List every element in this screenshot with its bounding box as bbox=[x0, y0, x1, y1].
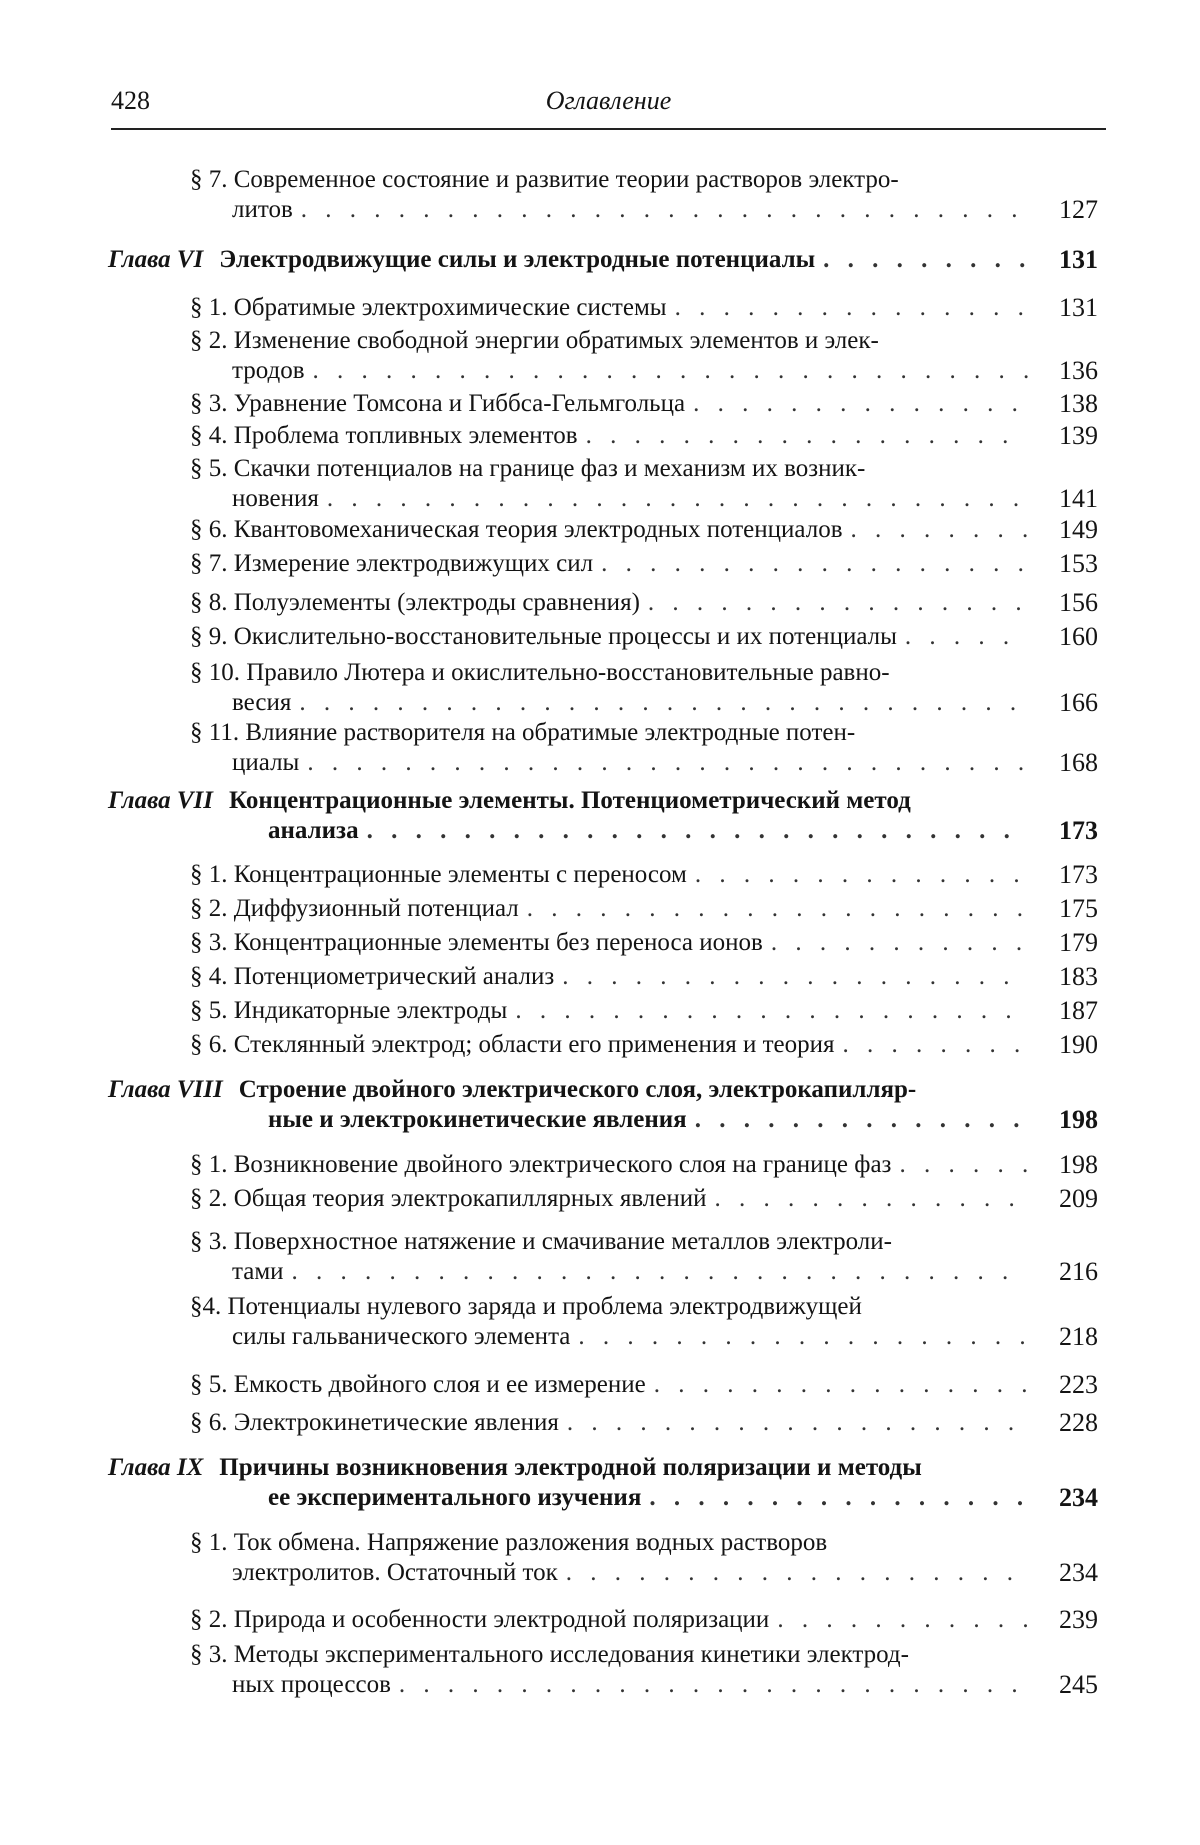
toc-chapter-entry bbox=[108, 245, 1098, 275]
page-reference: 209 bbox=[1059, 1184, 1098, 1213]
dot-leader bbox=[687, 1105, 1028, 1135]
page-reference: 234 bbox=[1059, 1558, 1098, 1587]
page-reference: 153 bbox=[1059, 549, 1098, 578]
page-reference: 234 bbox=[1059, 1483, 1098, 1512]
dot-leader bbox=[291, 688, 1028, 718]
toc-entry-line bbox=[190, 326, 1098, 356]
toc-section-entry bbox=[190, 326, 1098, 386]
dot-leader bbox=[641, 1483, 1028, 1513]
entry-title: ее экспериментального изучения bbox=[268, 1484, 642, 1511]
chapter-label: Глава VIII bbox=[108, 1076, 223, 1103]
toc-section-entry bbox=[190, 549, 1098, 579]
toc-section-entry bbox=[190, 454, 1098, 514]
page-reference: 175 bbox=[1059, 894, 1098, 923]
page-reference: 228 bbox=[1059, 1408, 1098, 1437]
entry-title: § 2. Природа и особенности электродной поляризации bbox=[190, 1606, 770, 1633]
toc-entry-line bbox=[190, 515, 1098, 545]
toc-section-entry bbox=[190, 928, 1098, 958]
page-reference: 136 bbox=[1059, 356, 1098, 385]
dot-leader bbox=[570, 1322, 1028, 1352]
page-reference: 218 bbox=[1059, 1322, 1098, 1351]
page-reference: 187 bbox=[1059, 996, 1098, 1025]
toc-chapter-entry bbox=[108, 1453, 1098, 1513]
dot-leader bbox=[891, 1150, 1028, 1180]
toc-entry-line bbox=[108, 786, 1098, 816]
dot-leader bbox=[769, 1605, 1028, 1635]
entry-title: § 5. Скачки потенциалов на границе фаз и механизм их возник- bbox=[190, 455, 866, 482]
toc-section-entry bbox=[190, 1184, 1098, 1214]
toc-entry-line bbox=[190, 293, 1098, 323]
entry-title: § 4. Проблема топливных элементов bbox=[190, 422, 578, 449]
entry-title: новения bbox=[232, 485, 319, 512]
entry-title: § 10. Правило Лютера и окислительно-восстановительные равно- bbox=[190, 659, 890, 686]
dot-leader bbox=[646, 1370, 1028, 1400]
entry-title: тами bbox=[232, 1258, 284, 1285]
dot-leader bbox=[593, 549, 1028, 579]
toc-section-entry bbox=[190, 996, 1098, 1026]
entry-title: §4. Потенциалы нулевого заряда и проблема электродвижущей bbox=[190, 1293, 862, 1320]
dot-leader bbox=[559, 1408, 1028, 1438]
dot-leader bbox=[763, 928, 1028, 958]
entry-title: литов bbox=[232, 196, 293, 223]
dot-leader bbox=[687, 860, 1028, 890]
toc-entry-line bbox=[190, 165, 1098, 195]
page-reference: 131 bbox=[1059, 245, 1098, 274]
entry-title: § 6. Квантовомеханическая теория электродных потенциалов bbox=[190, 516, 843, 543]
page-reference: 190 bbox=[1059, 1030, 1098, 1059]
toc-entry-line bbox=[190, 718, 1098, 748]
entry-title: § 3. Методы экспериментального исследования кинетики электрод- bbox=[190, 1641, 909, 1668]
entry-title: § 1. Концентрационные элементы с переносом bbox=[190, 861, 687, 888]
toc-entry-line bbox=[190, 454, 1098, 484]
entry-title: § 4. Потенциометрический анализ bbox=[190, 963, 555, 990]
toc-entry-line bbox=[190, 1558, 1098, 1588]
page-reference: 173 bbox=[1059, 816, 1098, 845]
chapter-label: Глава IX bbox=[108, 1454, 204, 1481]
toc-entry-line bbox=[190, 588, 1098, 618]
toc-entry-line bbox=[190, 894, 1098, 924]
toc-section-entry bbox=[190, 165, 1098, 225]
toc-section-entry bbox=[190, 588, 1098, 618]
dot-leader bbox=[835, 1030, 1029, 1060]
entry-title: § 9. Окислительно-восстановительные процессы и их потенциалы bbox=[190, 623, 897, 650]
entry-title: § 1. Обратимые электрохимические системы bbox=[190, 294, 667, 321]
entry-title: § 11. Влияние растворителя на обратимые электродные потен- bbox=[190, 719, 856, 746]
dot-leader bbox=[667, 293, 1028, 323]
entry-title: § 2. Общая теория электрокапиллярных явлений bbox=[190, 1185, 707, 1212]
page-reference: 223 bbox=[1059, 1370, 1098, 1399]
header-rule bbox=[111, 128, 1106, 130]
page-reference: 156 bbox=[1059, 588, 1098, 617]
toc-entry-line bbox=[190, 1227, 1098, 1257]
chapter-label: Глава VI bbox=[108, 246, 204, 273]
page-number: 428 bbox=[111, 86, 150, 115]
toc-entry-line bbox=[190, 389, 1098, 419]
entry-title: § 5. Индикаторные электроды bbox=[190, 997, 508, 1024]
entry-title: § 6. Электрокинетические явления bbox=[190, 1409, 559, 1436]
page-reference: 141 bbox=[1059, 484, 1098, 513]
entry-title: циалы bbox=[232, 749, 300, 776]
toc-section-entry bbox=[190, 1528, 1098, 1588]
dot-leader bbox=[284, 1257, 1028, 1287]
dot-leader bbox=[305, 356, 1028, 386]
entry-title: § 8. Полуэлементы (электроды сравнения) bbox=[190, 589, 640, 616]
dot-leader bbox=[558, 1558, 1028, 1588]
toc-entry-line bbox=[190, 421, 1098, 451]
toc-entry-line bbox=[190, 1370, 1098, 1400]
toc-entry-line bbox=[108, 1483, 1098, 1513]
toc-entry-line bbox=[190, 748, 1098, 778]
toc-entry-line bbox=[190, 1528, 1098, 1558]
dot-leader bbox=[843, 515, 1028, 545]
toc-entry-line bbox=[190, 622, 1098, 652]
entry-title: Электродвижущие силы и электродные потенциалы bbox=[219, 246, 816, 273]
toc-entry-line bbox=[108, 245, 1098, 275]
page-reference: 173 bbox=[1059, 860, 1098, 889]
entry-title: ных процессов bbox=[232, 1671, 391, 1698]
page-reference: 198 bbox=[1059, 1150, 1098, 1179]
toc-entry-line bbox=[190, 1184, 1098, 1214]
toc-entry-line bbox=[190, 484, 1098, 514]
page-reference: 239 bbox=[1059, 1605, 1098, 1634]
page-reference: 166 bbox=[1059, 688, 1098, 717]
entry-title: § 3. Концентрационные элементы без переноса ионов bbox=[190, 929, 763, 956]
toc-entry-line bbox=[190, 1150, 1098, 1180]
entry-title: § 6. Стеклянный электрод; области его применения и теория bbox=[190, 1031, 835, 1058]
running-head bbox=[111, 86, 1106, 126]
toc-entry-line bbox=[190, 1292, 1098, 1322]
dot-leader bbox=[507, 996, 1028, 1026]
page-reference: 183 bbox=[1059, 962, 1098, 991]
entry-title: § 3. Уравнение Томсона и Гиббса-Гельмгольца bbox=[190, 390, 686, 417]
toc-section-entry bbox=[190, 962, 1098, 992]
page-reference: 138 bbox=[1059, 389, 1098, 418]
toc-section-entry bbox=[190, 389, 1098, 419]
entry-title: § 1. Ток обмена. Напряжение разложения водных растворов bbox=[190, 1529, 828, 1556]
entry-title: § 1. Возникновение двойного электрического слоя на границе фаз bbox=[190, 1151, 892, 1178]
dot-leader bbox=[519, 894, 1028, 924]
toc-entry-line bbox=[190, 1257, 1098, 1287]
toc-entry-line bbox=[190, 658, 1098, 688]
entry-title: тродов bbox=[232, 357, 305, 384]
chapter-label: Глава VII bbox=[108, 787, 213, 814]
dot-leader bbox=[359, 816, 1028, 846]
dot-leader bbox=[391, 1670, 1028, 1700]
page-reference: 131 bbox=[1059, 293, 1098, 322]
toc-section-entry bbox=[190, 622, 1098, 652]
toc-entry-line bbox=[190, 688, 1098, 718]
entry-title: Строение двойного электрического слоя, электрокапилляр- bbox=[238, 1076, 917, 1103]
entry-title: § 2. Изменение свободной энергии обратимых элементов и элек- bbox=[190, 327, 879, 354]
toc-section-entry bbox=[190, 894, 1098, 924]
toc-section-entry bbox=[190, 1030, 1098, 1060]
toc-entry-line bbox=[190, 996, 1098, 1026]
toc-entry-line bbox=[108, 816, 1098, 846]
toc-section-entry bbox=[190, 1408, 1098, 1438]
entry-title: электролитов. Остаточный ток bbox=[232, 1559, 558, 1586]
entry-title: § 5. Емкость двойного слоя и ее измерение bbox=[190, 1371, 646, 1398]
toc-section-entry bbox=[190, 658, 1098, 718]
toc-section-entry bbox=[190, 1370, 1098, 1400]
entry-title: силы гальванического элемента bbox=[232, 1323, 571, 1350]
page-reference: 179 bbox=[1059, 928, 1098, 957]
page-reference: 139 bbox=[1059, 421, 1098, 450]
toc-section-entry bbox=[190, 1227, 1098, 1287]
toc-section-entry bbox=[190, 1640, 1098, 1700]
toc-entry-line bbox=[190, 195, 1098, 225]
dot-leader bbox=[685, 389, 1028, 419]
entry-title: весия bbox=[232, 689, 292, 716]
toc-chapter-entry bbox=[108, 1075, 1098, 1135]
page-reference: 245 bbox=[1059, 1670, 1098, 1699]
dot-leader bbox=[319, 484, 1028, 514]
entry-title: § 3. Поверхностное натяжение и смачивание металлов электроли- bbox=[190, 1228, 892, 1255]
toc-section-entry bbox=[190, 1605, 1098, 1635]
toc-entry-line bbox=[190, 1605, 1098, 1635]
toc-entry-line bbox=[190, 1030, 1098, 1060]
dot-leader bbox=[299, 748, 1028, 778]
toc-entry-line bbox=[190, 962, 1098, 992]
running-title: Оглавление bbox=[545, 86, 672, 115]
entry-title: § 7. Измерение электродвижущих сил bbox=[190, 550, 594, 577]
toc-entry-line bbox=[108, 1105, 1098, 1135]
entry-title: Концентрационные элементы. Потенциометрический метод bbox=[228, 787, 911, 814]
entry-title: Причины возникновения электродной поляризации и методы bbox=[219, 1454, 922, 1481]
page-reference: 198 bbox=[1059, 1105, 1098, 1134]
toc-entry-line bbox=[190, 1322, 1098, 1352]
toc-section-entry bbox=[190, 1150, 1098, 1180]
entry-title: ные и электрокинетические явления bbox=[268, 1106, 687, 1133]
entry-title: § 7. Современное состояние и развитие теории растворов электро- bbox=[190, 166, 899, 193]
dot-leader bbox=[815, 245, 1028, 275]
toc-section-entry bbox=[190, 860, 1098, 890]
toc-chapter-entry bbox=[108, 786, 1098, 846]
entry-title: § 2. Диффузионный потенциал bbox=[190, 895, 519, 922]
dot-leader bbox=[578, 421, 1028, 451]
toc-section-entry bbox=[190, 1292, 1098, 1352]
toc-section-entry bbox=[190, 293, 1098, 323]
toc-section-entry bbox=[190, 515, 1098, 545]
dot-leader bbox=[293, 195, 1028, 225]
toc-entry-line bbox=[190, 549, 1098, 579]
toc-entry-line bbox=[190, 928, 1098, 958]
page-reference: 216 bbox=[1059, 1257, 1098, 1286]
toc-section-entry bbox=[190, 421, 1098, 451]
toc-entry-line bbox=[190, 1640, 1098, 1670]
toc-entry-line bbox=[190, 860, 1098, 890]
page-reference: 160 bbox=[1059, 622, 1098, 651]
page-reference: 149 bbox=[1059, 515, 1098, 544]
toc-section-entry bbox=[190, 718, 1098, 778]
page-reference: 127 bbox=[1059, 195, 1098, 224]
dot-leader bbox=[554, 962, 1028, 992]
toc-entry-line bbox=[108, 1453, 1098, 1483]
toc-entry-line bbox=[108, 1075, 1098, 1105]
page-reference: 168 bbox=[1059, 748, 1098, 777]
toc-entry-line bbox=[190, 356, 1098, 386]
dot-leader bbox=[897, 622, 1028, 652]
toc-entry-line bbox=[190, 1670, 1098, 1700]
dot-leader bbox=[640, 588, 1028, 618]
entry-title: анализа bbox=[268, 817, 359, 844]
toc-entry-line bbox=[190, 1408, 1098, 1438]
dot-leader bbox=[707, 1184, 1028, 1214]
